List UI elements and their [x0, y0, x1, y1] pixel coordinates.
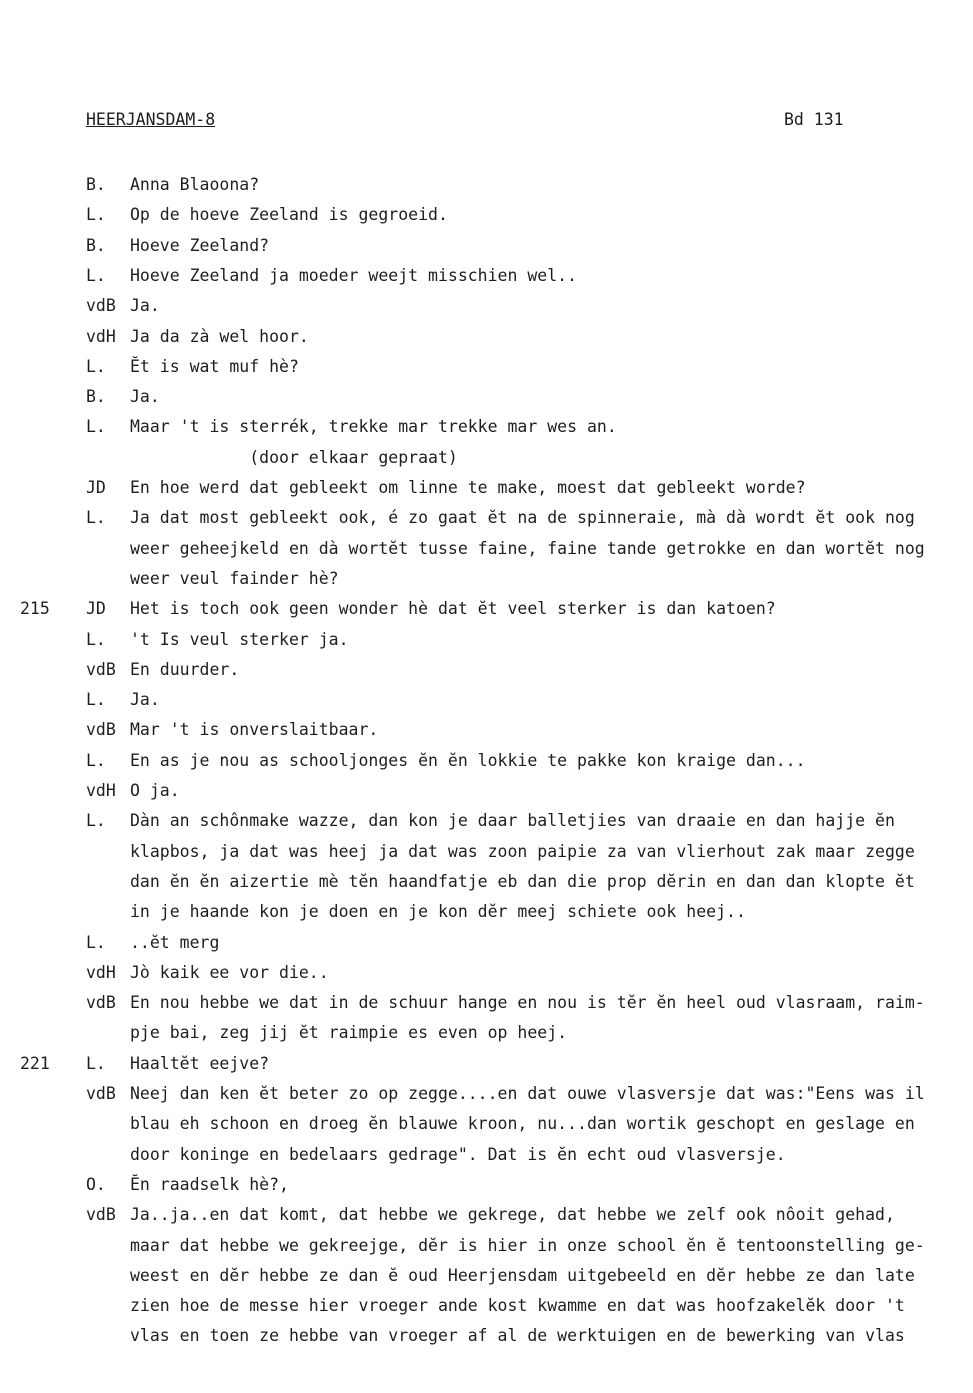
utterance-text: En nou hebbe we dat in de schuur hange en nou is tĕr ĕn heel oud vlasraam, raim-: [130, 993, 925, 1013]
utterance-text: Anna Blaoona?: [130, 175, 260, 194]
speaker-label: L.: [86, 750, 106, 770]
transcript-line: [0, 1321, 973, 1351]
utterance-text: Ja.: [130, 690, 160, 710]
speaker-label: vdH: [86, 962, 116, 982]
transcript-line: [0, 1170, 973, 1200]
transcript-line: [0, 412, 973, 442]
utterance-text: weest en dĕr hebbe ze dan ĕ oud Heerjensdam uitgebeeld en dĕr hebbe ze dan late: [130, 1265, 915, 1285]
speaker-label: vdB: [86, 993, 116, 1013]
speaker-label: vdB: [86, 720, 116, 740]
transcript-line: [0, 625, 973, 655]
line-number: 215: [20, 599, 50, 619]
speaker-label: L.: [86, 205, 106, 225]
transcript-line: [0, 988, 973, 1018]
utterance-text: 't Is veul sterker ja.: [130, 629, 349, 649]
speaker-label: L.: [86, 356, 106, 376]
transcript-line: [0, 1018, 973, 1048]
speaker-label: B.: [86, 387, 106, 407]
utterance-text: (door elkaar gepraat): [130, 447, 458, 467]
speaker-label: vdH: [86, 781, 116, 800]
speaker-label: vdB: [86, 296, 116, 316]
transcript-line: [0, 1109, 973, 1139]
transcript-line: [0, 897, 973, 927]
transcript-line: [0, 746, 973, 776]
utterance-text: Het is toch ook geen wonder hè dat ĕt veel sterker is dan katoen?: [130, 599, 776, 619]
page-header-code: Bd 131: [784, 110, 844, 129]
speaker-label: vdB: [86, 1205, 116, 1225]
utterance-text: Ĕn raadselk hè?,: [130, 1174, 289, 1194]
transcript-line: [0, 806, 973, 836]
speaker-label: L.: [86, 508, 106, 528]
speaker-label: vdH: [86, 326, 116, 346]
utterance-text: O ja.: [130, 781, 180, 800]
speaker-label: O.: [86, 1174, 106, 1194]
transcript-line: [0, 261, 973, 291]
line-number: 221: [20, 1053, 50, 1073]
utterance-text: blau eh schoon en droeg ĕn blauwe kroon, nu...dan wortik geschopt en geslage en: [130, 1114, 915, 1134]
transcript-line: [0, 867, 973, 897]
transcript-line: [0, 1049, 973, 1079]
utterance-text: Neej dan ken ĕt beter zo op zegge....en dat ouwe vlasversje dat was:"Eens was il: [130, 1084, 925, 1103]
transcript-line: [0, 291, 973, 321]
utterance-text: En hoe werd dat gebleekt om linne te make, moest dat gebleekt worde?: [130, 478, 806, 497]
utterance-text: ..ĕt merg: [130, 932, 220, 952]
speaker-label: L.: [86, 265, 106, 285]
transcript-line: [0, 231, 973, 261]
speaker-label: L.: [86, 811, 106, 831]
page-header-title: HEERJANSDAM-8: [86, 110, 216, 129]
transcript-line: [0, 564, 973, 594]
speaker-label: vdB: [86, 659, 116, 679]
speaker-label: B.: [86, 175, 106, 194]
utterance-text: zien hoe de messe hier vroeger ande kost kwamme en dat was hoofzakelĕk door 't: [130, 1296, 905, 1316]
transcript-line: [0, 352, 973, 382]
utterance-text: En as je nou as schooljonges ĕn ĕn lokkie te pakke kon kraige dan...: [130, 750, 806, 770]
utterance-text: Ja.: [130, 387, 160, 407]
utterance-text: vlas en toen ze hebbe van vroeger af al de werktuigen en de bewerking van vlas: [130, 1326, 905, 1346]
transcript-line: [0, 473, 973, 503]
utterance-text: Ĕt is wat muf hè?: [130, 356, 299, 376]
speaker-label: L.: [86, 1053, 106, 1073]
speaker-label: L.: [86, 417, 106, 437]
transcript-line: [0, 322, 973, 352]
utterance-text: Hoeve Zeeland?: [130, 235, 270, 255]
speaker-label: JD: [86, 478, 106, 497]
utterance-text: Ja.: [130, 296, 160, 316]
transcript-line: [0, 200, 973, 230]
utterance-text: Op de hoeve Zeeland is gegroeid.: [130, 205, 448, 225]
transcript-line: [0, 1291, 973, 1321]
utterance-text: Ja dat most gebleekt ook, é zo gaat ĕt na de spinneraie, mà dà wordt ĕt ook nog: [130, 508, 915, 528]
utterance-text: Ja da zà wel hoor.: [130, 326, 309, 346]
utterance-text: weer veul fainder hè?: [130, 568, 339, 588]
utterance-text: En duurder.: [130, 659, 240, 679]
transcript-line: [0, 958, 973, 988]
utterance-text: in je haande kon je doen en je kon dĕr meej schiete ook heej..: [130, 902, 746, 922]
utterance-text: pje bai, zeg jij ĕt raimpie es even op heej.: [130, 1023, 568, 1043]
transcript-line: [0, 1231, 973, 1261]
transcript-line: [0, 534, 973, 564]
utterance-text: weer geheejkeld en dà wortĕt tusse faine, faine tande getrokke en dan wortĕt nog: [130, 538, 925, 558]
utterance-text: Mar 't is onverslaitbaar.: [130, 720, 379, 740]
transcript-line: [0, 1079, 973, 1109]
transcript-line: [0, 382, 973, 412]
utterance-text: Jò kaik ee vor die..: [130, 962, 329, 982]
utterance-text: Dàn an schônmake wazze, dan kon je daar balletjies van draaie en dan hajje ĕn: [130, 811, 895, 831]
transcript-line: [0, 1261, 973, 1291]
transcript-line: [0, 503, 973, 533]
speaker-label: L.: [86, 690, 106, 710]
utterance-text: Hoeve Zeeland ja moeder weejt misschien wel..: [130, 265, 578, 285]
transcript-line: [0, 655, 973, 685]
utterance-text: maar dat hebbe we gekreejge, dĕr is hier in onze school ĕn ĕ tentoonstelling ge-: [130, 1235, 925, 1255]
utterance-text: dan ĕn ĕn aizertie mè tĕn haandfatje eb dan die prop dĕrin en dan dan klopte ĕt: [130, 871, 915, 891]
utterance-text: klapbos, ja dat was heej ja dat was zoon paipie za van vlierhout zak maar zegge: [130, 841, 915, 861]
utterance-text: Ja..ja..en dat komt, dat hebbe we gekrege, dat hebbe we zelf ook nôoit gehad,: [130, 1205, 895, 1225]
transcript-line: [0, 1200, 973, 1230]
utterance-text: Maar 't is sterrék, trekke mar trekke mar wes an.: [130, 417, 617, 437]
speaker-label: B.: [86, 235, 106, 255]
transcript-line: [0, 776, 973, 806]
transcript-line: [0, 594, 973, 624]
utterance-text: Haaltĕt eejve?: [130, 1053, 270, 1073]
transcript-line: [0, 928, 973, 958]
transcript-line: [0, 1140, 973, 1170]
transcript-line: [0, 685, 973, 715]
transcript-line: [0, 715, 973, 745]
transcript-line: [0, 443, 973, 473]
utterance-text: door koninge en bedelaars gedrage". Dat is ĕn echt oud vlasversje.: [130, 1144, 786, 1164]
speaker-label: JD: [86, 599, 106, 619]
transcript-line: [0, 170, 973, 200]
speaker-label: L.: [86, 932, 106, 952]
speaker-label: vdB: [86, 1084, 116, 1103]
speaker-label: L.: [86, 629, 106, 649]
transcript-line: [0, 837, 973, 867]
